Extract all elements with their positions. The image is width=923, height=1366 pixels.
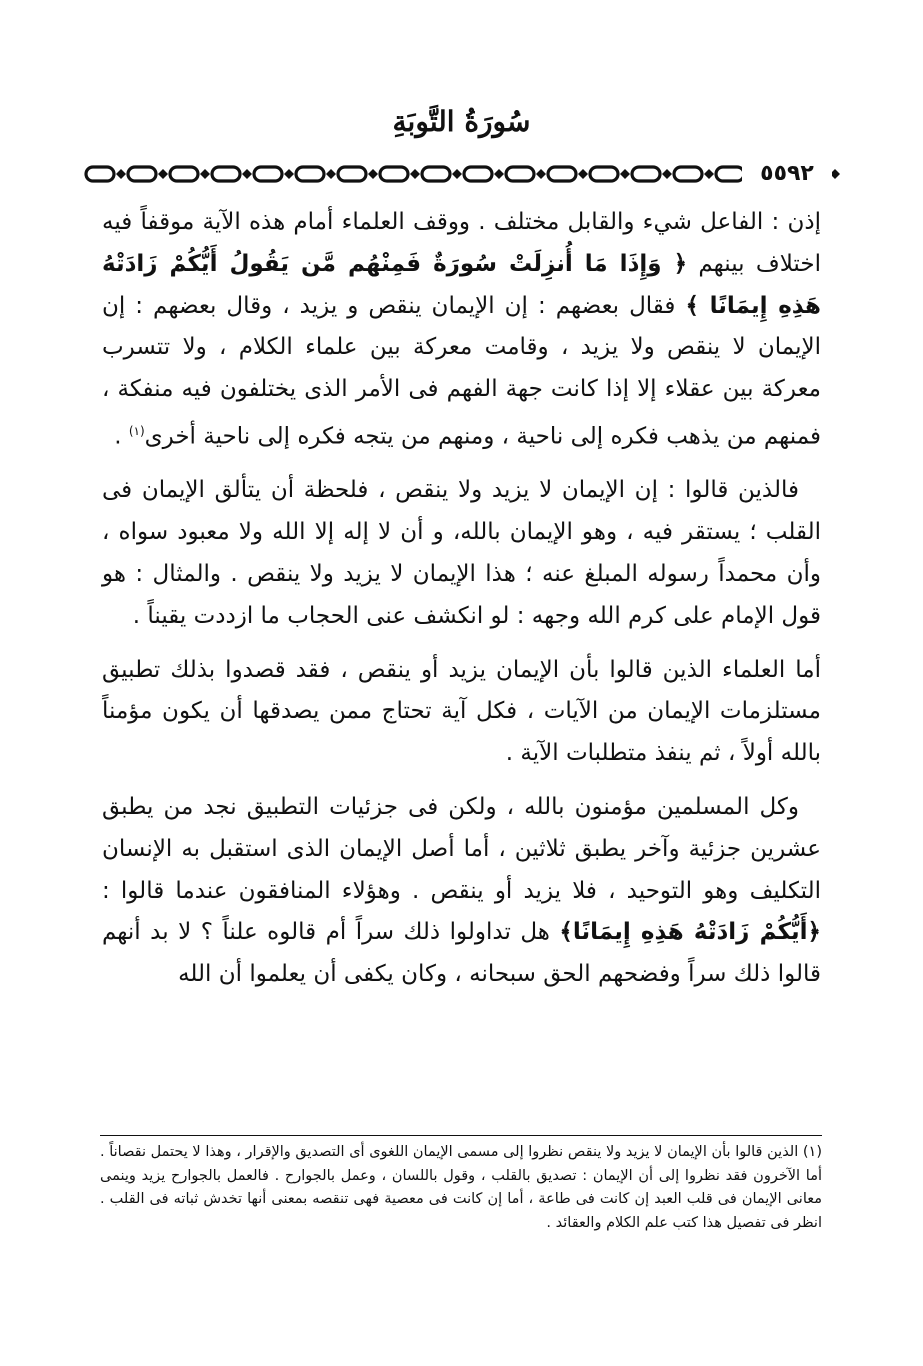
chain-link (212, 167, 240, 181)
chain-link (86, 167, 114, 181)
paragraph-1-text-a: إذن : الفاعل شيء والقابل مختلف . ووقف العلماء أمام هذه الآية موقفاً فيه اختلاف بينهم (102, 209, 821, 277)
paragraph-2: فالذين قالوا : إن الإيمان لا يزيد ولا ينقص ، فلحظة أن يتألق الإيمان فى القلب ؛ يستقر فيه ، وهو الإيمان بالله، و أن لا إله إلا الله ولا معبود سواه ، وأن محمداً رسوله المبلغ عنه ؛ هذا الإيمان لا يزيد ولا ينقص . والمثال : هو قول الإمام على كرم الله وجهه : لو انكشف عنى الحجاب ما ازددت يقيناً . (102, 477, 821, 629)
chain-link (380, 167, 408, 181)
chain-diamond (284, 169, 294, 179)
footnote-reference: (١) (128, 423, 145, 438)
footnote: (١) الذين قالوا بأن الإيمان لا يزيد ولا ينقص نظروا إلى مسمى الإيمان اللغوى أى التصديق والإقرار ، وهذا لا يحتمل نقصاناً . أما الآخرون فقد نظروا إلى أن الإيمان : تصديق بالقلب ، وقول باللسان ، وعمل بالجوارح . فالعمل بالجوارح يزيد وينمى معانى الإيمان فى قلب العبد إن كانت فى طاعة ، أما إن كانت فى معصية فهى تنقصه بمعنى أنها تخدش ثباته فى القلب . انظر فى تفصيل هذا كتب علم الكلام والعقائد . (100, 1144, 822, 1231)
paragraph-3: أما العلماء الذين قالوا بأن الإيمان يزيد أو ينقص ، فقد قصدوا بذلك تطبيق مستلزمات الإيمان من الآيات ، فكل آية تحتاج ممن يصدقها أن يكون مؤمناً بالله أولاً ، ثم ينفذ متطلبات الآية . (102, 656, 821, 767)
chain-link (674, 167, 702, 181)
chain-link (170, 167, 198, 181)
chain-link (716, 167, 744, 181)
chain-diamond (662, 169, 672, 179)
chain-diamond (158, 169, 168, 179)
chain-link (296, 167, 324, 181)
paragraph-4-text-a: وكل المسلمين مؤمنون بالله ، ولكن فى جزئيات التطبيق نجد من يطبق عشرين جزئية وآخر يطبق ثلاثين ، أما أصل الإيمان الذى استقبل به الإنسان التكليف وهو التوحيد ، فلا يزيد أو ينقص . وهؤلاء المنافقون عندما قالوا : (102, 794, 821, 904)
chain-diamond (704, 169, 714, 179)
chain-diamond (200, 169, 210, 179)
chain-diamond (368, 169, 378, 179)
quran-verse-2: ﴿أَيُّكُمْ زَادَتْهُ هَذِهِ إِيمَانًا﴾ (559, 919, 821, 946)
chain-link (338, 167, 366, 181)
paragraph-1 (102, 202, 821, 458)
chain-diamond (578, 169, 588, 179)
main-text (102, 202, 821, 1008)
chain-link (464, 167, 492, 181)
chain-diamond (620, 169, 630, 179)
paragraph-4-text-b: هل تداولوا ذلك سراً أم قالوه علناً ؟ لا بد أنهم قالوا ذلك سراً وفضحهم الحق سبحانه ، وكان يكفى أن يعلموا أن الله (102, 919, 821, 988)
paragraph-4 (102, 787, 821, 996)
chain-diamond (242, 169, 252, 179)
decorative-border-band (78, 158, 840, 190)
paragraph-1-text-b: فقال بعضهم : إن الإيمان ينقص و يزيد ، وقال بعضهم : إن الإيمان لا ينقص ولا يزيد ، وقامت معركة بين علماء الكلام ، ولا تتسرب معركة بين عقلاء إلا إذا كانت جهة الفهم فى الأمر الذى يختلفون فيه منفكة ، فمنهم من يذهب فكره إلى ناحية ، ومنهم من يتجه فكره إلى ناحية أخرى (102, 292, 821, 450)
chain-diamond (326, 169, 336, 179)
chain-link (632, 167, 660, 181)
chain-link (422, 167, 450, 181)
chain-link (506, 167, 534, 181)
paragraph-1-end: . (114, 423, 129, 450)
page-number: ٥٥٩٢ (742, 158, 832, 190)
footnote-separator (100, 1135, 822, 1136)
chain-link (590, 167, 618, 181)
chain-diamond (536, 169, 546, 179)
chain-link (128, 167, 156, 181)
chain-diamond (452, 169, 462, 179)
surah-title: سُورَةُ التَّوبَةِ (392, 105, 531, 138)
chain-link (254, 167, 282, 181)
chain-diamond (410, 169, 420, 179)
chain-diamond (116, 169, 126, 179)
chain-diamond (494, 169, 504, 179)
chain-link (548, 167, 576, 181)
quran-verse-1: ﴿ وَإِذَا مَا أُنزِلَتْ سُورَةٌ فَمِنْهُم مَّن يَقُولُ أَيُّكُمْ زَادَتْهُ هَذِهِ إِيمَانًا ﴾ (102, 250, 822, 319)
